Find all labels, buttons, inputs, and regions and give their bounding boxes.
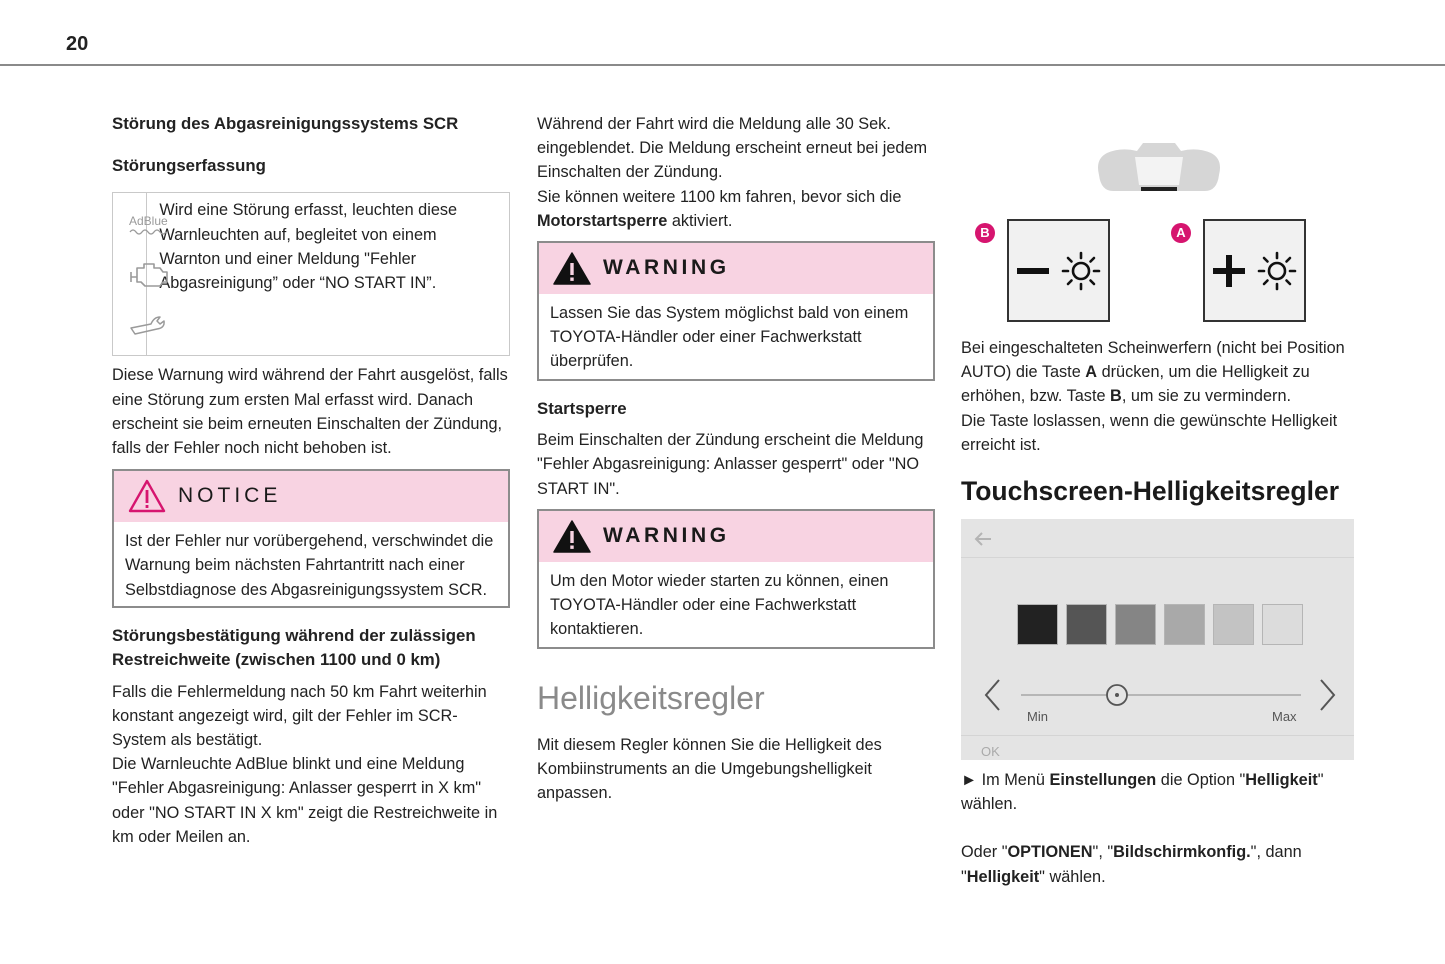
paragraph: Beim Einschalten der Zündung erscheint die Meldung "Fehler Abgasreinigung: Anlasser gesperrt" oder "NO START IN". [537,431,924,498]
slider-max-label: Max [1272,709,1297,725]
page-number: 20 [66,33,89,55]
warning-triangle-icon [553,519,591,553]
paragraph: Während der Fahrt wird die Meldung alle 30 Sek. eingeblendet. Die Meldung erscheint erneut bei jedem Einschalten der Zündung. [537,115,928,182]
minus-sun-icon [1009,221,1108,320]
chevron-right-icon[interactable] [1315,677,1339,713]
ok-button[interactable]: OK [981,744,1000,760]
section-title: Touchscreen-Helligkeitsregler [961,476,1340,507]
brightness-increase-button[interactable] [1203,219,1306,322]
notice-label: NOTICE [178,484,282,508]
warning-text: Um den Motor wieder starten zu können, einen TOYOTA-Händler oder eine Fachwerkstatt kontaktieren. [550,571,889,639]
section-title: Helligkeitsregler [537,679,765,716]
touchscreen-brightness-screen [961,519,1354,760]
warning-text: Lassen Sie das System möglichst bald von einem TOYOTA-Händler oder einer Fachwerkstatt überprüfen. [550,304,909,371]
warning-label: WARNING [603,256,730,280]
brightness-swatch[interactable] [1066,604,1107,645]
warning-box [537,509,935,649]
brightness-swatch[interactable] [1262,604,1303,645]
paragraph: ► Im Menü Einstellungen die Option "Helligkeit" wählen. [961,771,1324,814]
table-text: Wird eine Störung erfasst, leuchten diese Warnleuchten auf, begleitet von einem Warnton und einer Meldung "Fehler Abgasreinigung” oder “NO START IN”. [159,201,458,293]
back-arrow-icon[interactable] [971,529,1001,549]
icons-cell [113,193,168,355]
screen-topbar [961,519,1354,558]
column-1 [112,112,510,849]
paragraph: Sie können weitere 1100 km fahren, bevor sich die Motorstartsperre aktiviert. [537,187,902,230]
warning-label: WARNING [603,523,730,547]
paragraph: Mit diesem Regler können Sie die Helligkeit des Kombiinstruments an die Umgebungshelligkeit anpassen. [537,735,882,803]
warning-header [539,243,933,294]
notice-text: Ist der Fehler nur vorübergehend, verschwindet die Warnung beim nächsten Fahrtantritt nach einer Selbstdiagnose des Abgasreinigungssystem SCR. [125,532,494,599]
slider-min-label: Min [1027,709,1048,725]
subsection-heading: Störungsbestätigung während der zulässigen Restreichweite (zwischen 1100 und 0 km) [112,626,476,670]
subsection-heading: Startsperre [537,399,627,419]
warning-header [539,511,933,562]
notice-triangle-icon [128,479,166,513]
chevron-left-icon[interactable] [981,677,1005,713]
subsection-heading: Störungserfassung [112,156,266,176]
section-heading: Störung des Abgasreinigungssystems SCR [112,114,459,133]
brightness-decrease-button[interactable] [1007,219,1110,322]
brightness-swatch[interactable] [1213,604,1254,645]
paragraph: Bei eingeschalteten Scheinwerfern (nicht bei Position AUTO) die Taste A drücken, um die Helligkeit zu erhöhen, bzw. Taste B, um sie zu vermindern. [961,339,1345,406]
engine-icon [129,259,173,291]
paragraph: Falls die Fehlermeldung nach 50 km Fahrt weiterhin konstant angezeigt wird, gilt der Fehler im SCR-System als bestätigt. [112,682,487,750]
header-rule [0,64,1445,66]
screen-divider [961,735,1354,736]
marker-b: B [975,223,995,243]
column-3 [961,336,1356,889]
paragraph: Oder "OPTIONEN", "Bildschirmkonfig.", dann "Helligkeit" wählen. [961,843,1302,886]
instrument-cluster-illustration [1093,139,1225,195]
warning-box [537,241,935,381]
brightness-slider[interactable] [1019,683,1303,707]
brightness-swatch[interactable] [1164,604,1205,645]
brightness-swatch[interactable] [1017,604,1058,645]
paragraph: Die Taste loslassen, wenn die gewünschte Helligkeit erreicht ist. [961,411,1338,454]
warning-triangle-icon [553,251,591,285]
wrench-icon [129,311,173,335]
adblue-icon: AdBlue [129,215,173,237]
brightness-swatch[interactable] [1115,604,1156,645]
notice-box [112,469,510,608]
column-2 [537,112,935,805]
warning-lights-table [112,192,510,356]
paragraph: Diese Warnung wird während der Fahrt ausgelöst, falls eine Störung zum ersten Mal erfasst wird. Danach erscheint sie beim erneuten Einschalten der Zündung, falls der Fehler noch nicht behoben ist. [112,366,508,458]
paragraph: Die Warnleuchte AdBlue blinkt und eine Meldung "Fehler Abgasreinigung: Anlasser gesperrt in X km" oder "NO START IN X km" zeigt die Restreichweite in km oder Meilen an. [112,755,498,846]
plus-sun-icon [1205,221,1304,320]
marker-a: A [1171,223,1191,243]
notice-header [114,471,508,522]
